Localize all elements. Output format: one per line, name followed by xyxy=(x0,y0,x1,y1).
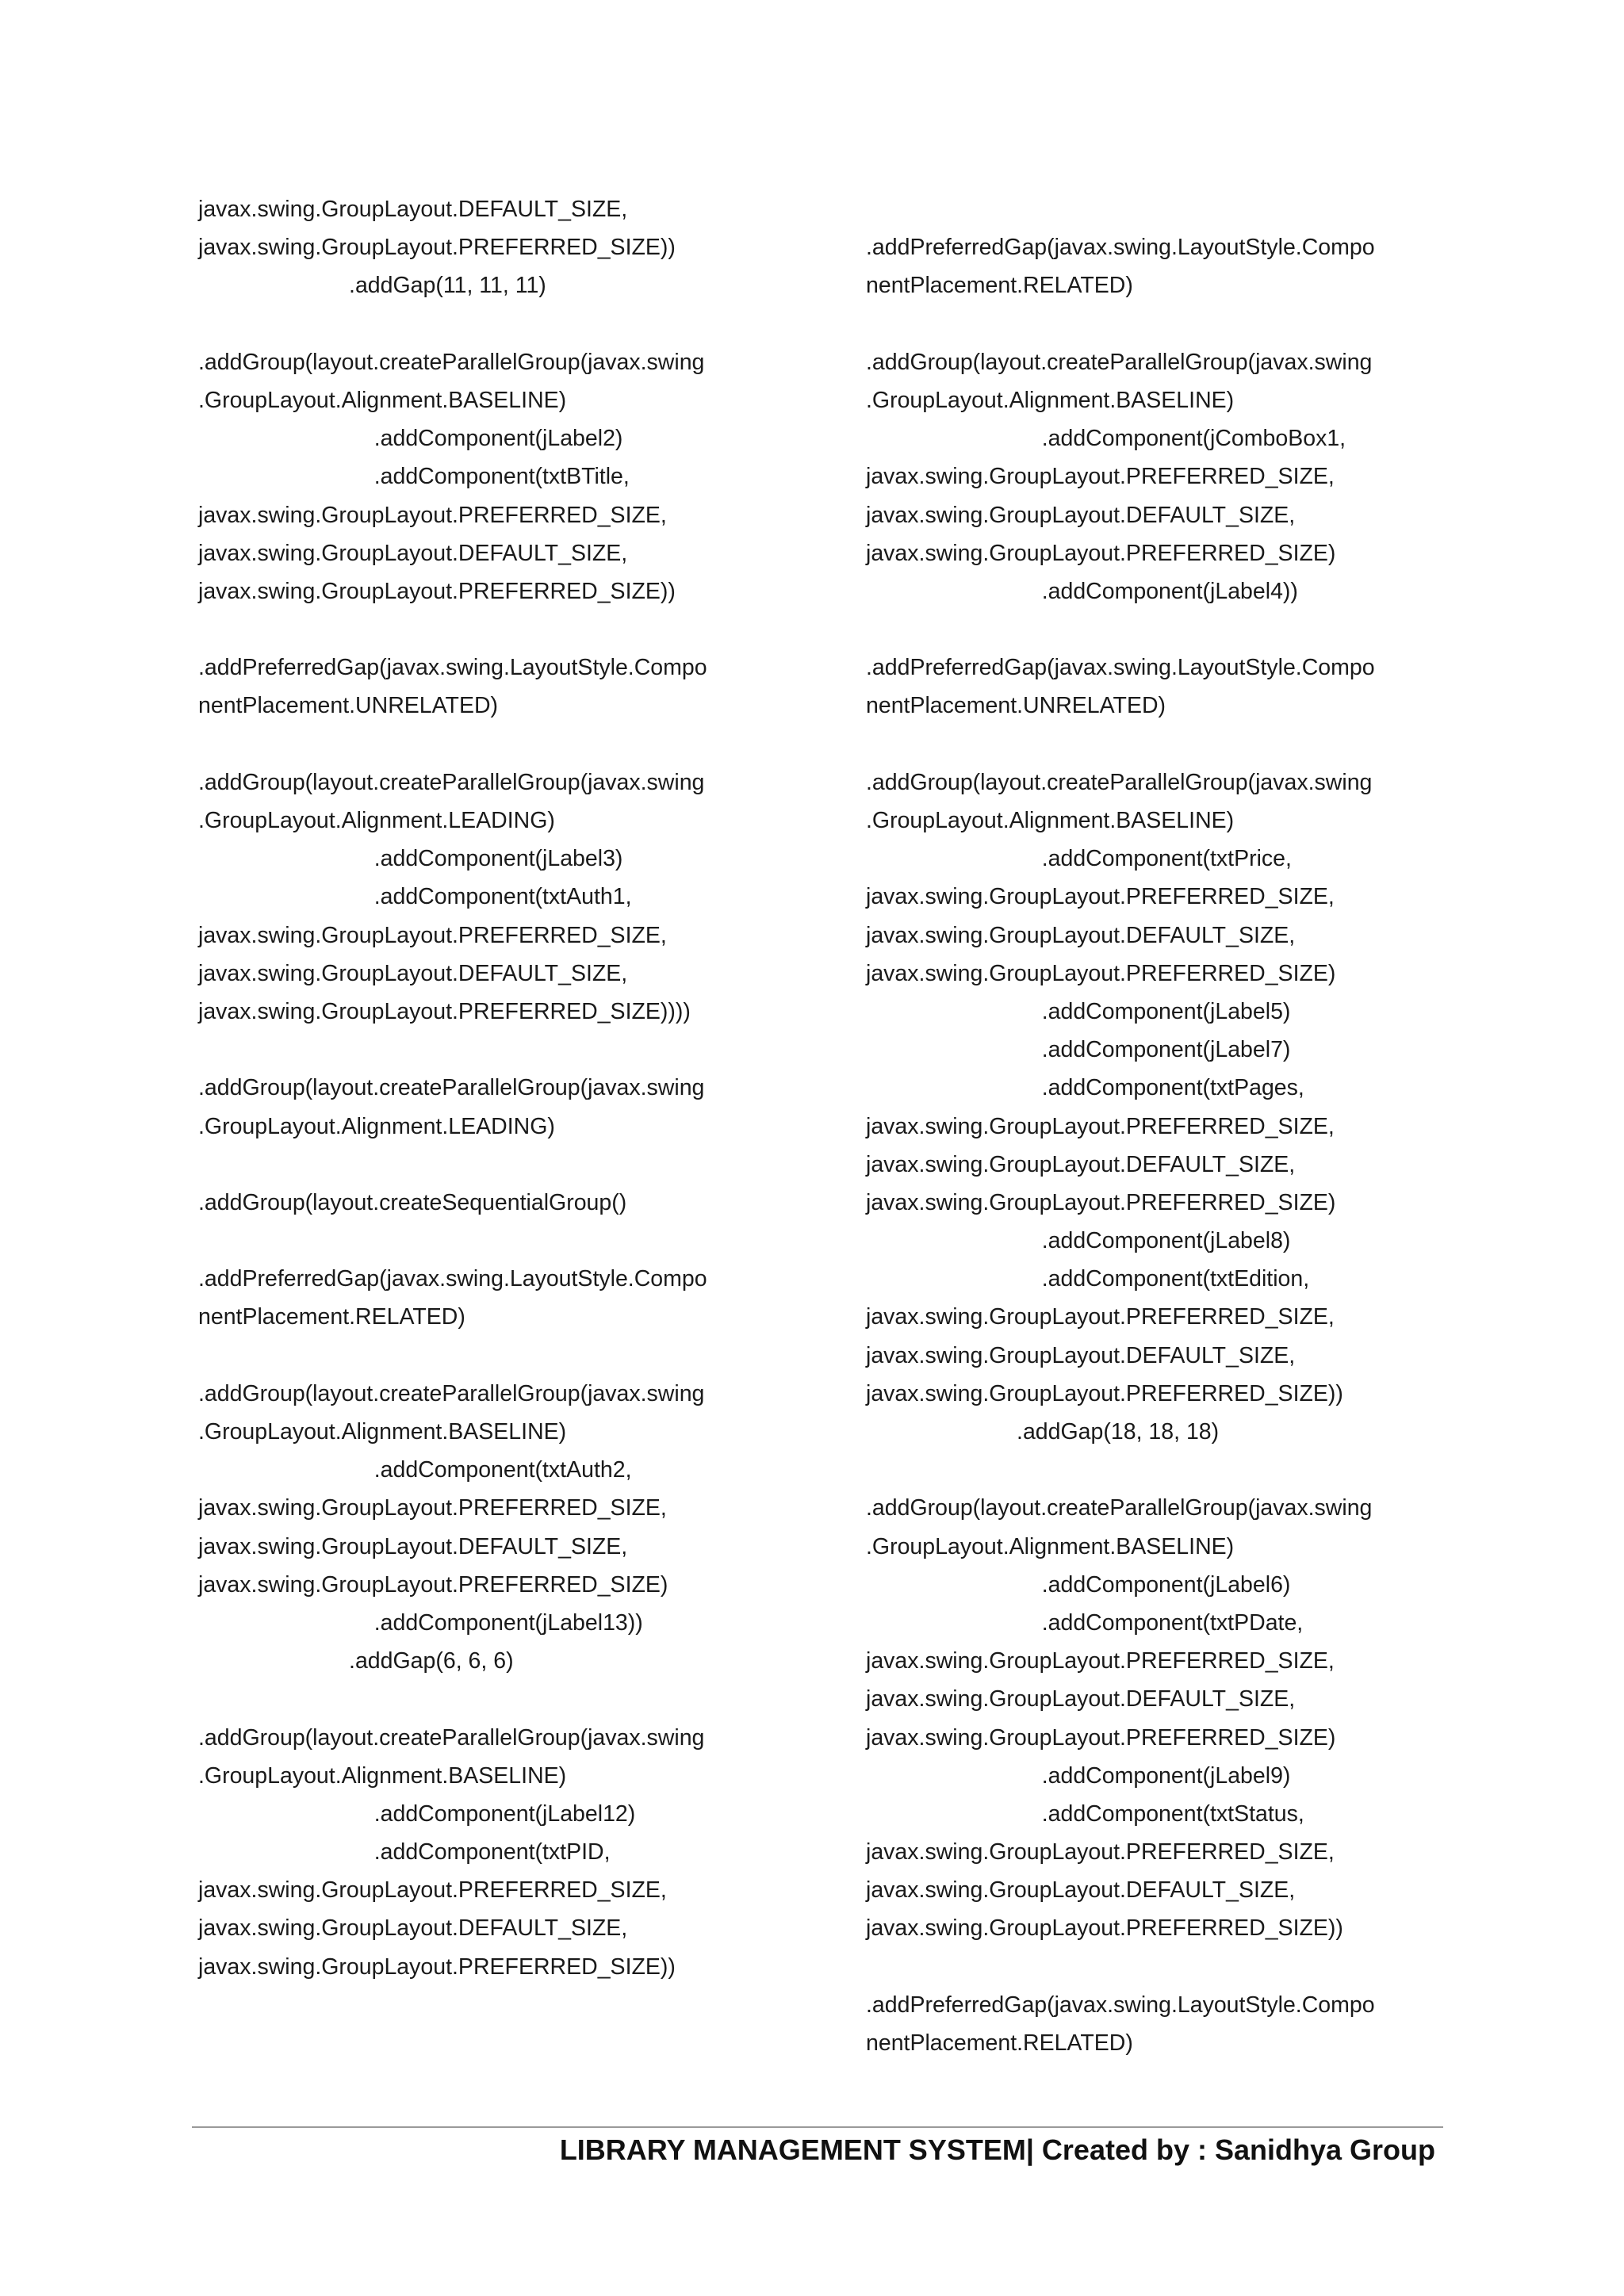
code-line xyxy=(866,610,1469,649)
code-line: .addGroup(layout.createParallelGroup(javax.swing xyxy=(198,1075,705,1101)
code-line: .addGroup(layout.createParallelGroup(javax.swing xyxy=(198,1380,705,1406)
code-line: nentPlacement.RELATED) xyxy=(198,1304,465,1330)
code-line: javax.swing.GroupLayout.DEFAULT_SIZE, xyxy=(866,1686,1296,1712)
code-line: .GroupLayout.Alignment.LEADING) xyxy=(198,808,555,833)
code-line: javax.swing.GroupLayout.PREFERRED_SIZE)) xyxy=(866,1380,1343,1406)
code-line: nentPlacement.RELATED) xyxy=(866,2030,1133,2056)
code-line: javax.swing.GroupLayout.DEFAULT_SIZE, xyxy=(198,960,628,986)
code-line: javax.swing.GroupLayout.PREFERRED_SIZE, xyxy=(198,1877,667,1904)
code-line xyxy=(866,1948,1469,1986)
code-line: .addComponent(txtAuth2, xyxy=(198,1457,632,1483)
code-line: javax.swing.GroupLayout.DEFAULT_SIZE, xyxy=(866,1342,1296,1368)
code-line: .GroupLayout.Alignment.BASELINE) xyxy=(198,1762,567,1789)
code-line: .GroupLayout.Alignment.BASELINE) xyxy=(866,808,1235,833)
code-line xyxy=(866,305,1469,343)
code-line: .addComponent(txtEdition, xyxy=(866,1266,1310,1292)
code-line: javax.swing.GroupLayout.PREFERRED_SIZE)))) xyxy=(198,998,691,1024)
code-line: .addGap(18, 18, 18) xyxy=(866,1419,1220,1445)
code-line: .addGroup(layout.createParallelGroup(javax.swing xyxy=(866,769,1373,795)
code-line: javax.swing.GroupLayout.PREFERRED_SIZE)) xyxy=(198,578,676,604)
code-line: javax.swing.GroupLayout.PREFERRED_SIZE) xyxy=(866,960,1336,986)
code-line: .addPreferredGap(javax.swing.LayoutStyle.Compo xyxy=(198,1266,707,1292)
code-line: .addComponent(jLabel4)) xyxy=(866,578,1298,604)
code-line: .addComponent(jLabel5) xyxy=(866,998,1291,1024)
code-line: javax.swing.GroupLayout.DEFAULT_SIZE, xyxy=(198,540,628,566)
code-line: .addComponent(txtAuth1, xyxy=(198,884,632,910)
code-line: javax.swing.GroupLayout.DEFAULT_SIZE, xyxy=(198,197,628,222)
code-line: nentPlacement.UNRELATED) xyxy=(198,693,499,719)
code-line: javax.swing.GroupLayout.PREFERRED_SIZE, xyxy=(866,1304,1335,1330)
code-line: .addComponent(jLabel2) xyxy=(198,426,623,452)
code-line: javax.swing.GroupLayout.PREFERRED_SIZE, xyxy=(866,464,1335,490)
code-line: .addComponent(jComboBox1, xyxy=(866,426,1346,452)
code-line xyxy=(198,1337,801,1375)
code-line: javax.swing.GroupLayout.PREFERRED_SIZE, xyxy=(866,1648,1335,1674)
code-line: .addComponent(jLabel13)) xyxy=(198,1609,643,1636)
code-line xyxy=(866,190,1469,228)
code-line: .addComponent(jLabel8) xyxy=(866,1228,1291,1254)
code-line xyxy=(198,1222,801,1260)
code-line: .addComponent(txtPID, xyxy=(198,1839,611,1866)
code-line: .addGroup(layout.createParallelGroup(javax.swing xyxy=(198,769,705,795)
code-line: javax.swing.GroupLayout.PREFERRED_SIZE)) xyxy=(866,1915,1343,1942)
code-line: javax.swing.GroupLayout.PREFERRED_SIZE)) xyxy=(198,235,676,261)
code-line: nentPlacement.UNRELATED) xyxy=(866,693,1166,719)
code-column-left xyxy=(198,190,801,1986)
code-line: javax.swing.GroupLayout.DEFAULT_SIZE, xyxy=(198,1915,628,1942)
code-line: javax.swing.GroupLayout.DEFAULT_SIZE, xyxy=(198,1533,628,1559)
code-line xyxy=(198,1680,801,1718)
code-line: javax.swing.GroupLayout.PREFERRED_SIZE) xyxy=(866,540,1336,566)
code-line: nentPlacement.RELATED) xyxy=(866,273,1133,299)
code-line: javax.swing.GroupLayout.DEFAULT_SIZE, xyxy=(866,502,1296,528)
code-line: javax.swing.GroupLayout.DEFAULT_SIZE, xyxy=(866,1151,1296,1177)
code-line: .addComponent(jLabel7) xyxy=(866,1037,1291,1063)
code-line xyxy=(866,1451,1469,1489)
code-line: javax.swing.GroupLayout.PREFERRED_SIZE, xyxy=(866,1839,1335,1866)
code-line: javax.swing.GroupLayout.DEFAULT_SIZE, xyxy=(866,1877,1296,1904)
code-line: .addComponent(txtBTitle, xyxy=(198,464,630,490)
code-line: .addGroup(layout.createParallelGroup(javax.swing xyxy=(866,349,1373,375)
code-line: .addGroup(layout.createSequentialGroup() xyxy=(198,1189,627,1215)
code-line xyxy=(198,1146,801,1184)
code-line: .addComponent(txtPages, xyxy=(866,1075,1304,1101)
code-column-right xyxy=(866,190,1469,2062)
code-line: javax.swing.GroupLayout.PREFERRED_SIZE, xyxy=(198,502,667,528)
footer-title: LIBRARY MANAGEMENT SYSTEM| Created by : Sanidhya Group xyxy=(559,2133,1435,2166)
code-line: .addComponent(txtPrice, xyxy=(866,846,1292,872)
code-line: .addGroup(layout.createParallelGroup(javax.swing xyxy=(198,1724,705,1751)
code-line: .addGroup(layout.createParallelGroup(javax.swing xyxy=(198,349,705,375)
code-line: javax.swing.GroupLayout.PREFERRED_SIZE) xyxy=(866,1724,1336,1751)
code-line: javax.swing.GroupLayout.PREFERRED_SIZE, xyxy=(866,1113,1335,1139)
code-line: .GroupLayout.Alignment.LEADING) xyxy=(198,1113,555,1139)
code-line xyxy=(866,725,1469,763)
code-line: .addPreferredGap(javax.swing.LayoutStyle.Compo xyxy=(866,235,1375,261)
code-line: .GroupLayout.Alignment.BASELINE) xyxy=(866,1533,1235,1559)
code-line: .addComponent(jLabel6) xyxy=(866,1571,1291,1598)
code-line: .addComponent(jLabel9) xyxy=(866,1762,1291,1789)
code-line: .addPreferredGap(javax.swing.LayoutStyle.Compo xyxy=(866,1992,1375,2018)
code-line: javax.swing.GroupLayout.PREFERRED_SIZE, xyxy=(866,884,1335,910)
code-line: .addGap(11, 11, 11) xyxy=(198,273,546,299)
code-line: javax.swing.GroupLayout.PREFERRED_SIZE, xyxy=(198,1495,667,1521)
code-line: .GroupLayout.Alignment.BASELINE) xyxy=(866,387,1235,413)
code-line: .GroupLayout.Alignment.BASELINE) xyxy=(198,387,567,413)
code-line: .addPreferredGap(javax.swing.LayoutStyle.Compo xyxy=(866,655,1375,681)
code-line: javax.swing.GroupLayout.PREFERRED_SIZE) xyxy=(866,1189,1336,1215)
code-line: javax.swing.GroupLayout.PREFERRED_SIZE)) xyxy=(198,1954,676,1980)
code-line: .addGap(6, 6, 6) xyxy=(198,1648,514,1674)
code-line: .addPreferredGap(javax.swing.LayoutStyle.Compo xyxy=(198,655,707,681)
code-line: javax.swing.GroupLayout.PREFERRED_SIZE) xyxy=(198,1571,668,1598)
code-line: .GroupLayout.Alignment.BASELINE) xyxy=(198,1419,567,1445)
code-line xyxy=(198,305,801,343)
code-line: .addComponent(jLabel3) xyxy=(198,846,623,872)
code-line xyxy=(198,1031,801,1069)
code-line: javax.swing.GroupLayout.PREFERRED_SIZE, xyxy=(198,922,667,948)
code-line: .addComponent(jLabel12) xyxy=(198,1800,636,1827)
code-line xyxy=(198,610,801,649)
code-line: .addComponent(txtStatus, xyxy=(866,1800,1304,1827)
code-line: javax.swing.GroupLayout.DEFAULT_SIZE, xyxy=(866,922,1296,948)
code-line xyxy=(198,725,801,763)
code-line: .addComponent(txtPDate, xyxy=(866,1609,1304,1636)
code-line: .addGroup(layout.createParallelGroup(javax.swing xyxy=(866,1495,1373,1521)
